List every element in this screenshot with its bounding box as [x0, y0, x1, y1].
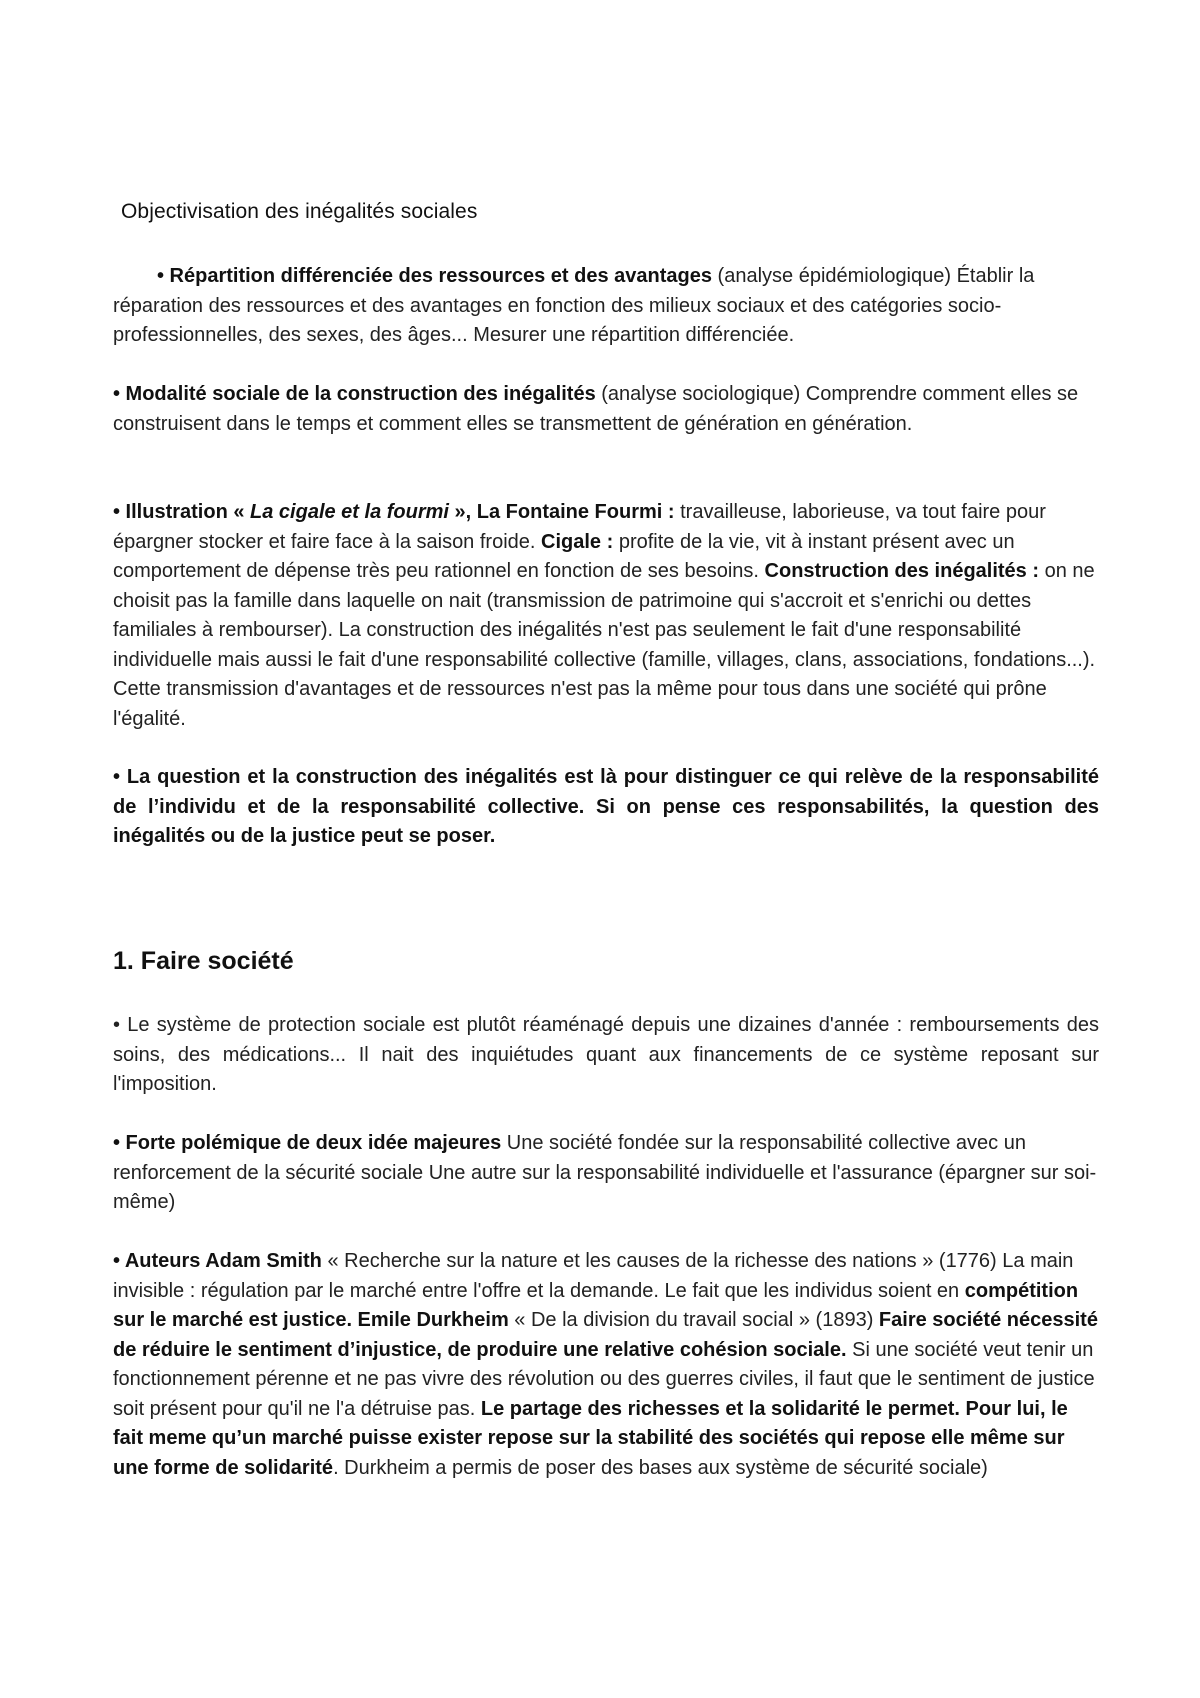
paragraph-text: travailleuse, laborieuse, va tout faire pour épargner stocker et faire face à la saison froide.: [113, 501, 1046, 553]
paragraph-lead: • Auteurs Adam Smith: [113, 1250, 322, 1272]
paragraph-protection-sociale: • Le système de protection sociale est plutôt réaménagé depuis une dizaines d'année : remboursements des soins, des médications... Il nait des inquiétudes quant aux financements de ce système reposant sur l'imposition.: [113, 1014, 1099, 1095]
paragraph-text: Une société fondée sur la responsabilité collective avec un renforcement de la sécurité sociale Une autre sur la responsabilité individuelle et l'assurance (épargner sur soi-même): [113, 1132, 1097, 1213]
paragraph-question: • La question et la construction des inégalités est là pour distinguer ce qui relève de la responsabilité de l’individu et de la responsabilité collective. Si on pense ces responsabilités, la question des inégalités ou de la justice peut se poser.: [113, 766, 1099, 847]
paragraph-text: « De la division du travail social » (1893): [508, 1309, 879, 1331]
paragraph-lead: • Répartition différenciée des ressources et des avantages: [157, 265, 712, 287]
paragraph-text: Si une société veut tenir un fonctionnement pérenne et ne pas vivre des révolution ou des guerres civiles, il faut que le sentiment de justice soit présent pour qu'il ne l'a détruise pas.: [113, 1338, 1095, 1420]
paragraph-text: on ne choisit pas la famille dans laquelle on nait (transmission de patrimoine qui s'accroit et s'enrichi ou dettes familiales à rembourser). La construction des inégalités n'est pas seulement le fait d'une responsabilité individuelle mais aussi le fait d'une responsabilité collective (famille, villages, clans, associations, fondations...). Cette transmission d'avantages et de ressources n'est pas la même pour tous dans une société qui prône l'égalité.: [113, 560, 1096, 730]
work-title: La cigale et la fourmi: [250, 501, 449, 523]
paragraph-modalite: [113, 380, 1099, 439]
paragraph-emphasis: Faire société nécessité de réduire le sentiment d’injustice, de produire une relative cohésion sociale.: [113, 1309, 1098, 1361]
paragraph-lead: • Modalité sociale de la construction des inégalités: [113, 383, 596, 405]
paragraph-emphasis: Le partage des richesses et la solidarité le permet. Pour lui, le fait meme qu’un marché puisse exister repose sur la stabilité des sociétés qui repose elle même sur une forme de solidarité: [113, 1397, 1068, 1479]
term-construction: Construction des inégalités :: [764, 560, 1040, 582]
paragraph-text: (analyse sociologique) Comprendre comment elles se construisent dans le temps et comment elles se transmettent de génération en génération.: [113, 383, 1079, 435]
section-heading: 1. Faire société: [113, 947, 294, 975]
paragraph-polemique: [113, 1129, 1099, 1218]
paragraph-emphasis: compétition sur le marché est justice. Emile Durkheim: [113, 1279, 1079, 1331]
paragraph-text: profite de la vie, vit à instant présent avec un comportement de dépense très peu rationnel en fonction de ses besoins.: [113, 530, 1015, 582]
paragraph-text: « Recherche sur la nature et les causes de la richesse des nations » (1776) La main invisible : régulation par le marché entre l'offre et la demande. Le fait que les individus soient en: [113, 1250, 1074, 1302]
paragraph-repartition: [113, 262, 1099, 351]
paragraph-lead: • Forte polémique de deux idée majeures: [113, 1132, 502, 1154]
paragraph-auteurs: [113, 1247, 1099, 1483]
paragraph-lead: • Illustration «: [113, 501, 251, 523]
document-title: Objectivisation des inégalités sociales: [121, 200, 478, 223]
paragraph-illustration: [113, 498, 1099, 734]
term-cigale: Cigale :: [541, 530, 614, 553]
paragraph-lead-cont: », La Fontaine Fourmi :: [448, 501, 675, 523]
paragraph-text: . Durkheim a permis de poser des bases aux système de sécurité sociale): [333, 1456, 988, 1479]
paragraph-text: (analyse épidémiologique) Établir la réparation des ressources et des avantages en fonction des milieux sociaux et des catégories socio-professionnelles, des sexes, des âges... Mesurer une répartition différenciée.: [113, 265, 1035, 346]
